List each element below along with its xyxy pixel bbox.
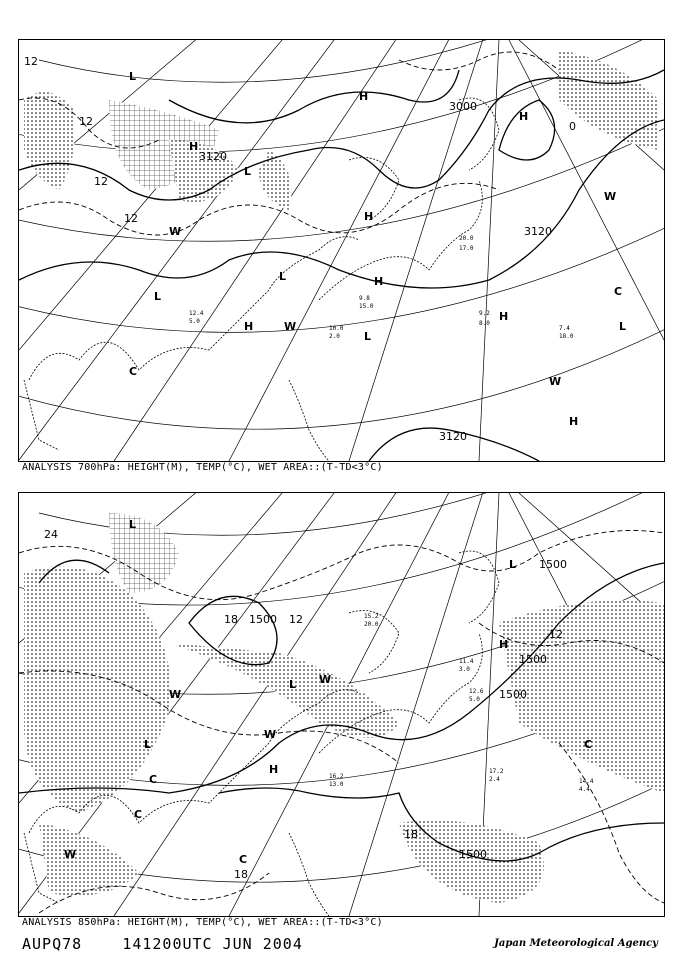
warm-center-label: W	[319, 673, 332, 686]
agency-name: Japan Meteorological Agency	[494, 938, 658, 949]
high-center-label: H	[244, 320, 254, 333]
low-center-label: L	[244, 165, 252, 178]
station-value: 5.0	[469, 696, 480, 703]
low-center-label: L	[154, 290, 162, 303]
station-value: 18.0	[559, 333, 574, 340]
station-value: 9.8	[359, 295, 370, 302]
warm-center-label: W	[169, 225, 182, 238]
height-contour-label: 1500	[539, 558, 567, 571]
wet-areas	[24, 50, 659, 210]
warm-center-label: W	[284, 320, 297, 333]
high-center-label: H	[519, 110, 529, 123]
high-center-label: H	[359, 90, 369, 103]
station-value: 20.0	[459, 235, 474, 242]
cold-center-label: C	[129, 365, 138, 378]
station-value: 8.0	[479, 320, 490, 327]
height-contour-label: 3120	[199, 150, 227, 163]
isotherm-label: 12	[79, 115, 93, 128]
station-value: 15.0	[359, 303, 374, 310]
height-contour-label: 3000	[449, 100, 477, 113]
height-contour-label: 1500	[499, 688, 527, 701]
height-contour-label: 1500	[249, 613, 277, 626]
map-canvas-850hpa	[19, 493, 664, 916]
station-value: 17.0	[459, 245, 474, 252]
station-value: 5.0	[189, 318, 200, 325]
station-value: 3.0	[459, 666, 470, 673]
station-value: 14.4	[579, 778, 594, 785]
cold-center-label: C	[134, 808, 143, 821]
station-value: 13.0	[329, 781, 344, 788]
station-value: 2.0	[329, 333, 340, 340]
station-value: 15.2	[364, 613, 379, 620]
low-center-label: L	[364, 330, 372, 343]
high-center-label: H	[269, 763, 279, 776]
station-value: 12.6	[469, 688, 484, 695]
map-canvas-700hpa	[19, 40, 664, 461]
cold-center-label: C	[584, 738, 593, 751]
high-center-label: H	[499, 638, 509, 651]
warm-center-label: W	[64, 848, 77, 861]
isotherm-label: 12	[549, 628, 563, 641]
low-center-label: L	[279, 270, 287, 283]
station-value: 9.2	[479, 310, 490, 317]
product-footer	[22, 935, 303, 953]
station-value: 7.4	[559, 325, 570, 332]
station-value: 11.4	[459, 658, 474, 665]
warm-center-label: W	[604, 190, 617, 203]
caption-850hpa: ANALYSIS 850hPa: HEIGHT(M), TEMP(°C), WET AREA::(T-TD<3°C)	[22, 917, 383, 928]
station-value: 17.2	[489, 768, 504, 775]
wet-areas	[24, 513, 664, 903]
low-center-label: L	[509, 558, 517, 571]
warm-center-label: W	[264, 728, 277, 741]
cold-center-label: C	[614, 285, 623, 298]
station-value: 20.0	[364, 621, 379, 628]
isotherm-label: 12	[24, 55, 38, 68]
high-center-label: H	[374, 275, 384, 288]
height-contour-label: 3120	[524, 225, 552, 238]
high-center-label: H	[364, 210, 374, 223]
height-contour-label: 1500	[519, 653, 547, 666]
cold-center-label: C	[239, 853, 248, 866]
low-center-label: L	[129, 70, 137, 83]
cold-center-label: C	[149, 773, 158, 786]
warm-center-label: W	[549, 375, 562, 388]
low-center-label: L	[619, 320, 627, 333]
height-contour-label: 3120	[439, 430, 467, 443]
height-contour-label: 1500	[459, 848, 487, 861]
valid-datetime: 141200UTC JUN 2004	[122, 935, 303, 953]
isotherm-label: 18	[234, 868, 248, 881]
map-panel-700hpa	[18, 39, 665, 462]
high-center-label: H	[499, 310, 509, 323]
low-center-label: L	[144, 738, 152, 751]
isotherm-label: 18	[224, 613, 238, 626]
station-value: 4.4	[579, 786, 590, 793]
isotherm-label: 12	[289, 613, 303, 626]
low-center-label: L	[129, 518, 137, 531]
caption-700hpa: ANALYSIS 700hPa: HEIGHT(M), TEMP(°C), WET AREA::(T-TD<3°C)	[22, 462, 383, 473]
low-center-label: L	[289, 678, 297, 691]
high-center-label: H	[189, 140, 199, 153]
station-value: 10.0	[329, 325, 344, 332]
isotherm-label: 18	[404, 828, 418, 841]
station-value: 12.4	[189, 310, 204, 317]
station-value: 2.4	[489, 776, 500, 783]
isotherm-label: 0	[569, 120, 576, 133]
product-code: AUPQ78	[22, 935, 83, 953]
map-panel-850hpa	[18, 492, 665, 917]
high-center-label: H	[569, 415, 579, 428]
isotherm-label: 12	[124, 212, 138, 225]
isotherm-label: 24	[44, 528, 58, 541]
station-value: 16.2	[329, 773, 344, 780]
warm-center-label: W	[169, 688, 182, 701]
coastlines	[24, 98, 499, 461]
isotherm-label: 12	[94, 175, 108, 188]
